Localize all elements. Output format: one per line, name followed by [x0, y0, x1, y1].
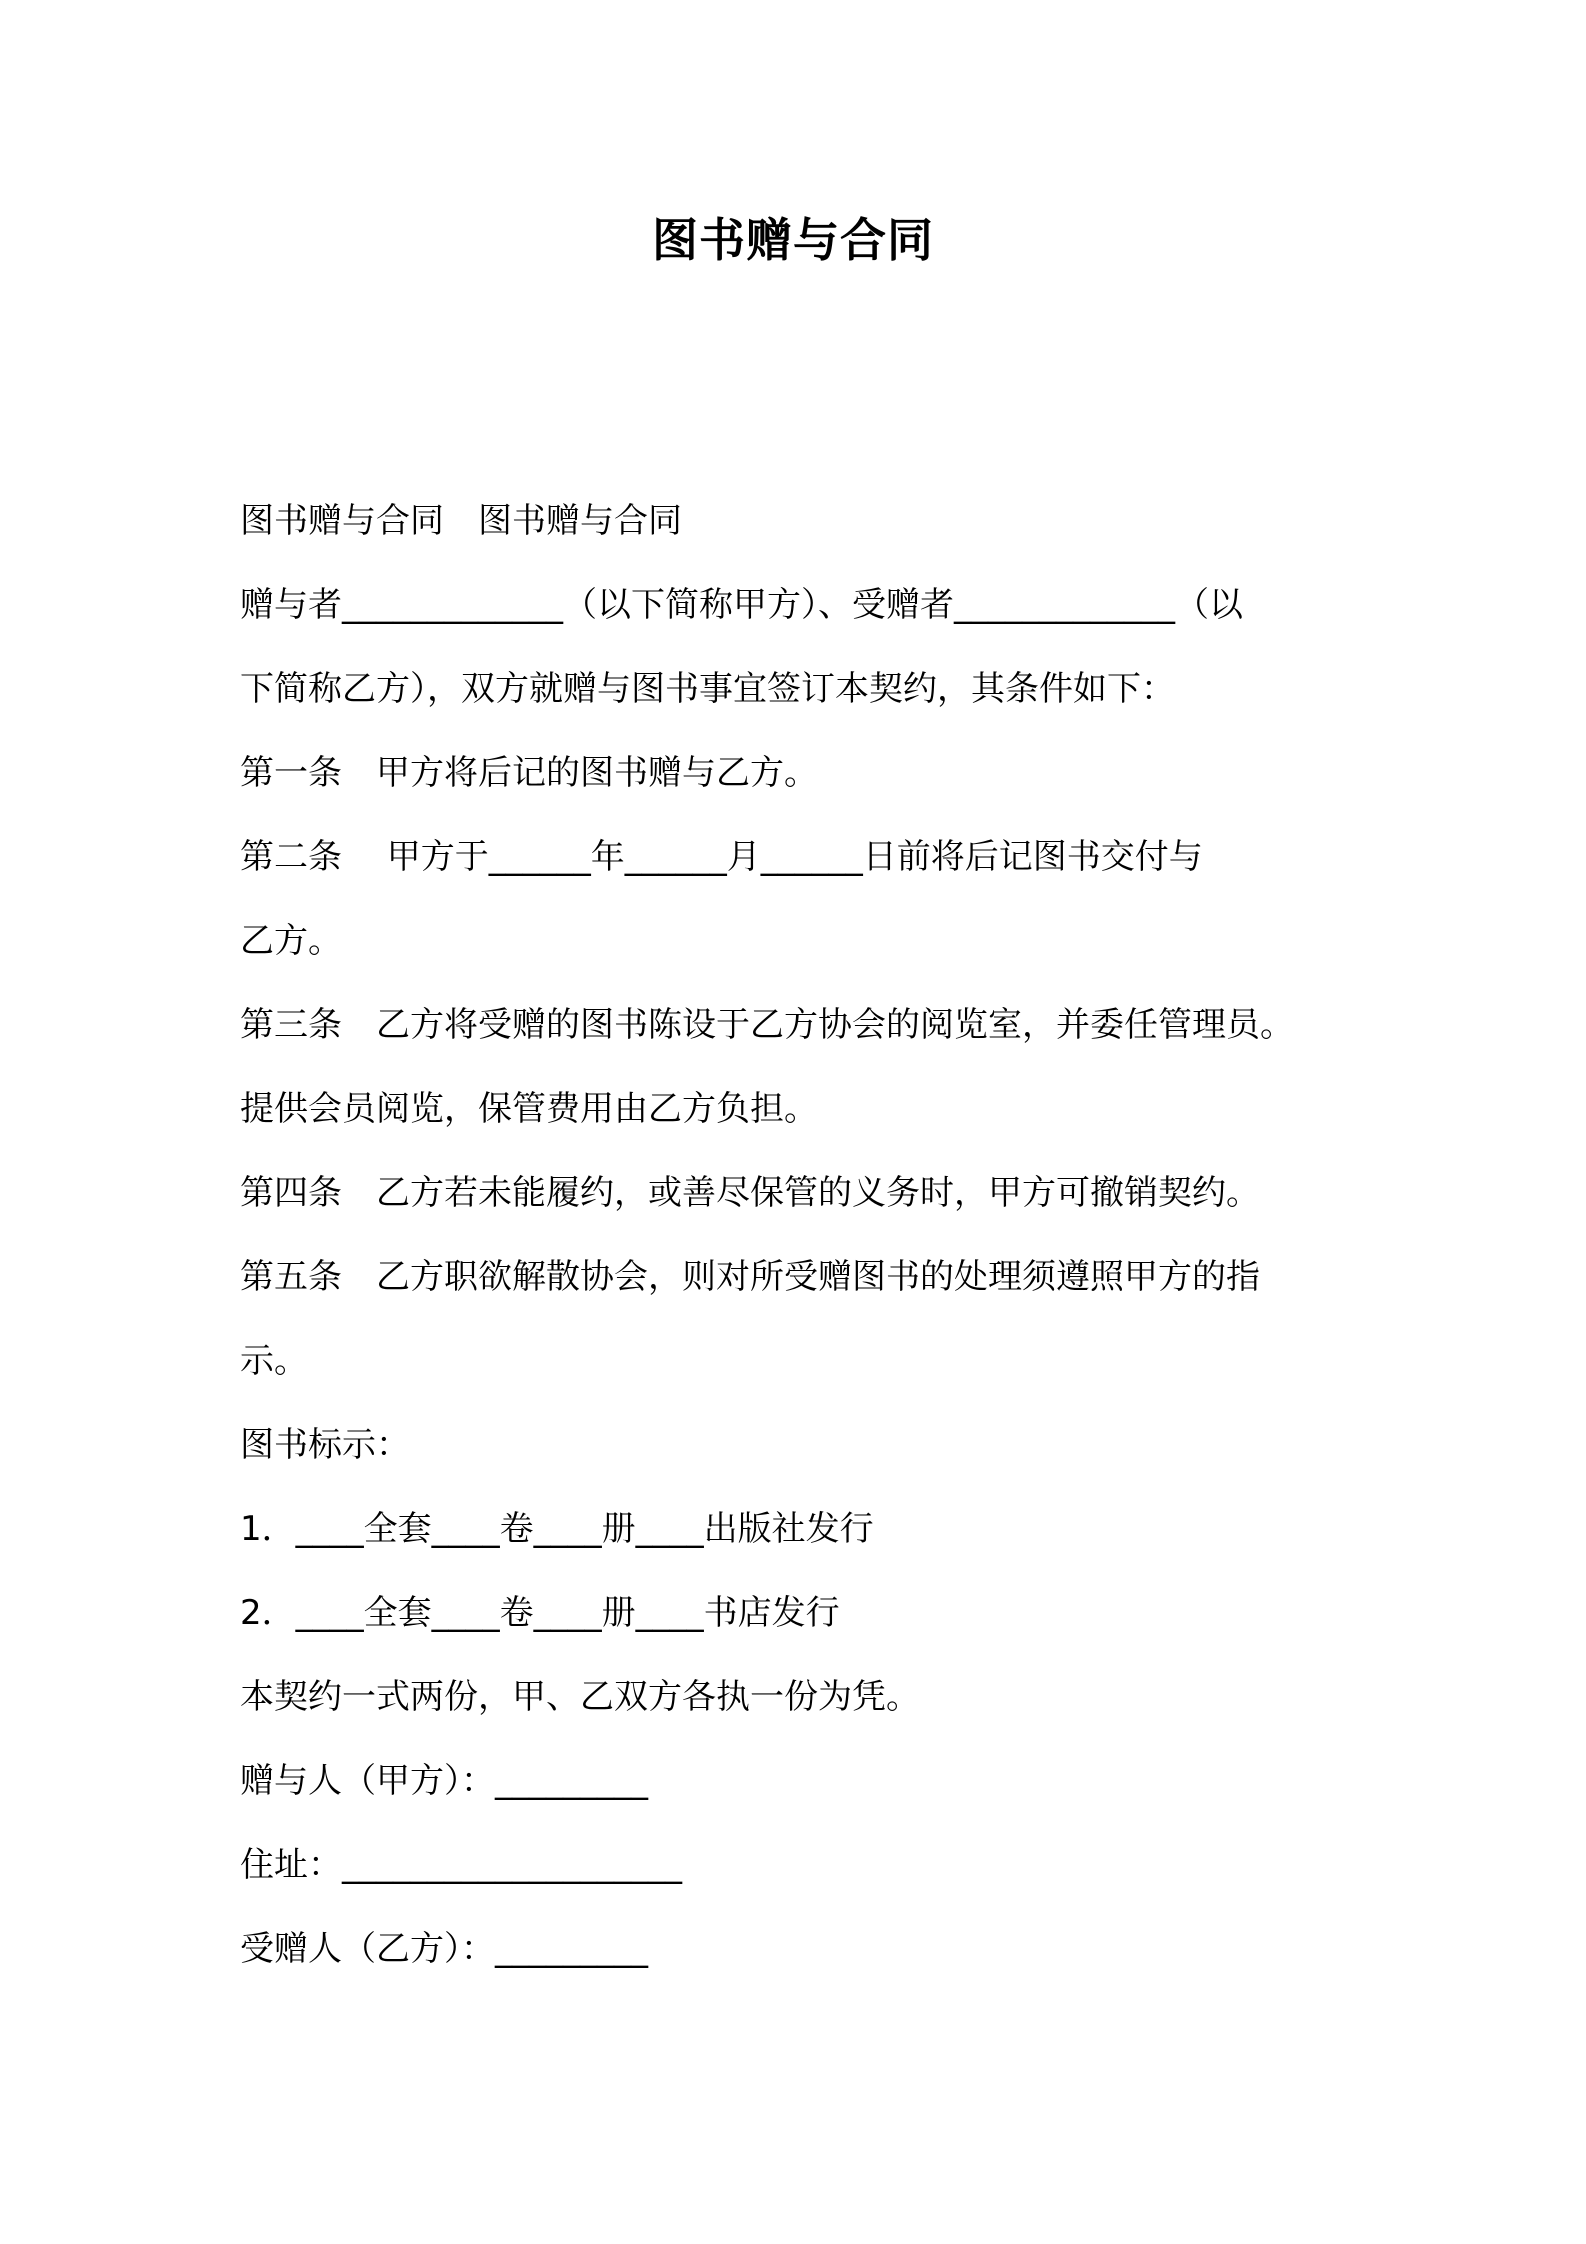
article-4: 第四条 乙方若未能履约，或善尽保管的义务时，甲方可撤销契约。 — [240, 1173, 1260, 1213]
address-line: 住址：____________________ — [240, 1845, 682, 1885]
article-1: 第一条 甲方将后记的图书赠与乙方。 — [240, 753, 818, 793]
contract-body — [240, 487, 1370, 1999]
parties-line-2: 下简称乙方），双方就赠与图书事宜签订本契约，其条件如下： — [240, 669, 1175, 709]
book-list-heading: 图书标示： — [240, 1425, 410, 1465]
book-item-1: 1．____全套____卷____册____出版社发行 — [240, 1509, 874, 1549]
recipient-signature-line: 受赠人（乙方）：_________ — [240, 1929, 648, 1969]
donor-signature-line: 赠与人（甲方）：_________ — [240, 1761, 648, 1801]
article-3-line-2: 提供会员阅览，保管费用由乙方负担。 — [240, 1089, 818, 1129]
article-2-line-1: 第二条 甲方于______年______月______日前将后记图书交付与 — [240, 837, 1203, 877]
article-5-line-2: 示。 — [240, 1341, 308, 1381]
article-3-line-1: 第三条 乙方将受赠的图书陈设于乙方协会的阅览室，并委任管理员。 — [240, 1005, 1294, 1045]
parties-line-1: 赠与者_____________（以下简称甲方）、受赠者_____________（以 — [240, 585, 1243, 625]
copies-statement: 本契约一式两份，甲、乙双方各执一份为凭。 — [240, 1677, 920, 1717]
article-2-line-2: 乙方。 — [240, 921, 342, 961]
subtitle-line: 图书赠与合同 图书赠与合同 — [240, 501, 682, 541]
book-item-2: 2．____全套____卷____册____书店发行 — [240, 1593, 840, 1633]
article-5-line-1: 第五条 乙方职欲解散协会，则对所受赠图书的处理须遵照甲方的指 — [240, 1257, 1260, 1297]
document-title: 图书赠与合同 — [652, 213, 934, 267]
